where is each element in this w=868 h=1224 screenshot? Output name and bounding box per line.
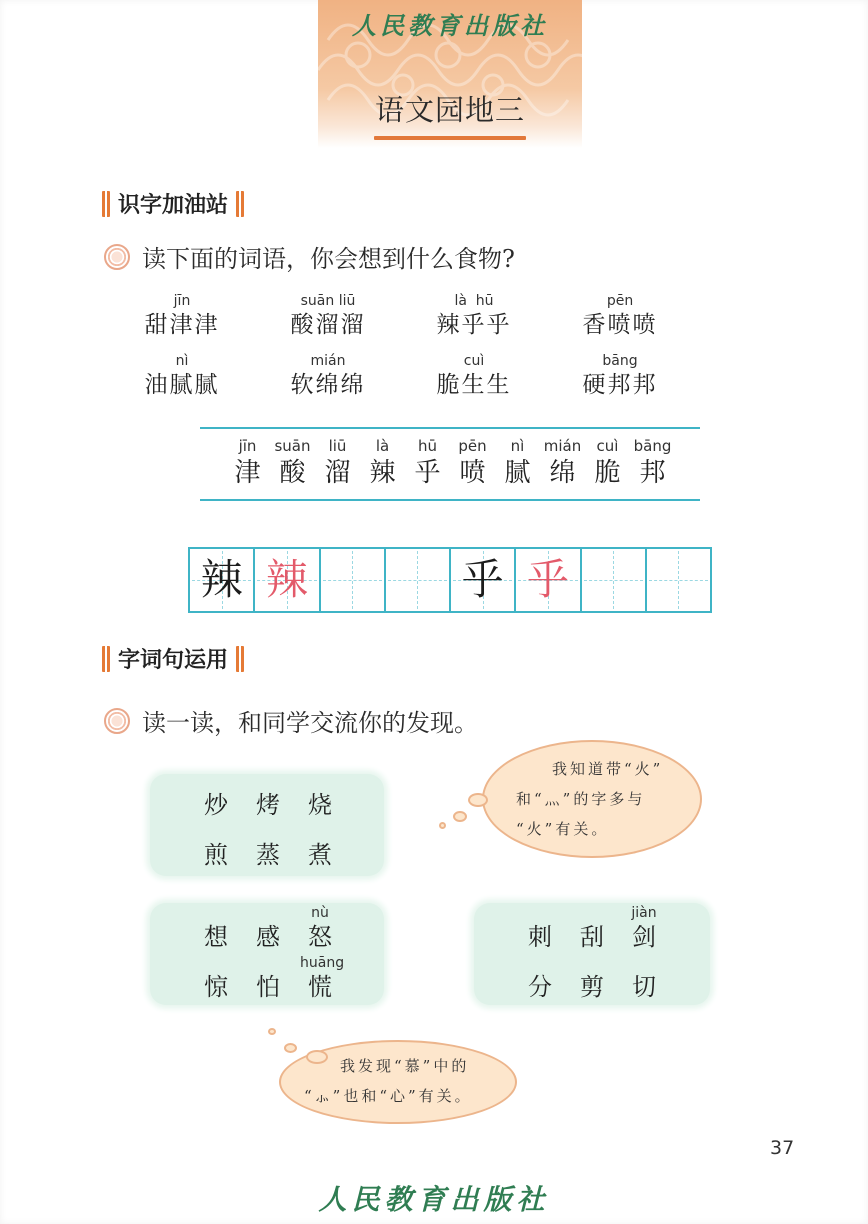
grid-cell-blank <box>386 549 451 611</box>
group-char <box>248 772 288 820</box>
word-pinyin: pēn <box>606 293 634 309</box>
char-pinyin <box>248 822 288 840</box>
grid-char: 乎 <box>461 555 504 604</box>
bubble-line: “⺗”也和“心”有关。 <box>304 1087 473 1105</box>
bubble-line: 我发现“慕”中的 <box>340 1057 470 1075</box>
new-char <box>450 436 495 490</box>
grid-char: 乎 <box>526 555 569 604</box>
word-item <box>122 292 242 340</box>
char-text: 慌 <box>308 973 332 1001</box>
char-text: 怒 <box>308 923 332 951</box>
bubble-tail-dot <box>439 822 446 829</box>
char-text: 津 <box>234 458 261 488</box>
char-text: 脆 <box>594 458 621 488</box>
new-char <box>630 436 675 490</box>
word-text: 甜津津 <box>144 312 220 338</box>
bubble-tail-dot <box>453 811 467 822</box>
instruction-text: 读下面的词语，你会想到什么食物? <box>142 245 515 273</box>
bubble-tail-dot <box>306 1050 328 1064</box>
word-text: 香喷喷 <box>582 312 658 338</box>
group-char <box>300 772 340 820</box>
char-pinyin: nù <box>311 905 329 921</box>
grid-char: 辣 <box>200 555 243 604</box>
char-text: 煎 <box>204 841 228 869</box>
grid-cell-model <box>190 549 255 611</box>
title-underline <box>374 136 526 140</box>
new-char <box>405 436 450 490</box>
group-char <box>196 772 236 820</box>
grid-cell-blank <box>647 549 710 611</box>
word-item <box>122 352 242 400</box>
group-char <box>248 822 288 870</box>
page-number: 37 <box>770 1137 795 1159</box>
group-char <box>520 954 560 1002</box>
heading-bar-left <box>102 646 110 672</box>
char-pinyin: là <box>375 437 390 455</box>
publisher-logo-top: 人民教育出版社 <box>352 11 548 40</box>
char-pinyin <box>196 904 236 922</box>
char-text: 酸 <box>279 458 306 488</box>
grid-char: 辣 <box>265 555 308 604</box>
char-text: 邦 <box>639 458 666 488</box>
new-char <box>225 436 270 490</box>
char-pinyin: nì <box>510 437 525 455</box>
grid-cell-blank <box>321 549 386 611</box>
unit-header-banner <box>318 0 582 148</box>
group-char <box>520 904 560 952</box>
char-text: 溜 <box>324 458 351 488</box>
char-pinyin: cuì <box>596 437 619 455</box>
group-char <box>300 954 345 1002</box>
char-pinyin <box>196 772 236 790</box>
section-title: 字词句运用 <box>118 648 229 673</box>
group-char <box>196 822 236 870</box>
char-text: 喷 <box>459 458 486 488</box>
char-text: 腻 <box>504 458 531 488</box>
heading-bar-right <box>236 646 244 672</box>
char-pinyin <box>196 822 236 840</box>
instruction-read-discuss <box>104 703 478 738</box>
group-char <box>572 954 612 1002</box>
char-pinyin <box>572 954 612 972</box>
char-text: 乎 <box>414 458 441 488</box>
char-text: 分 <box>528 973 552 1001</box>
group-char <box>624 904 664 952</box>
char-pinyin: liū <box>328 437 347 455</box>
group-char <box>248 904 288 952</box>
char-text: 刮 <box>580 923 604 951</box>
word-text: 硬邦邦 <box>582 372 658 398</box>
group-char <box>196 904 236 952</box>
char-text: 感 <box>256 923 280 951</box>
word-pinyin: mián <box>310 353 346 369</box>
word-text: 软绵绵 <box>290 372 366 398</box>
char-pinyin: hū <box>417 437 437 455</box>
heading-bar-right <box>236 191 244 217</box>
char-pinyin: suān <box>274 437 311 455</box>
unit-title: 语文园地三 <box>374 93 525 127</box>
new-char <box>270 436 315 490</box>
char-pinyin <box>300 772 340 790</box>
grid-cell-blank <box>582 549 647 611</box>
word-pinyin: bāng <box>602 353 638 369</box>
char-pinyin <box>248 904 288 922</box>
bubble-line: 我知道带“火” <box>552 760 664 778</box>
char-pinyin: pēn <box>458 437 487 455</box>
char-text: 惊 <box>204 973 228 1001</box>
char-pinyin: jīn <box>238 437 257 455</box>
new-char <box>585 436 630 490</box>
group-char <box>248 954 288 1002</box>
bubble-tail-dot <box>468 793 488 807</box>
group-char <box>572 904 612 952</box>
grid-cell-model <box>451 549 516 611</box>
word-text: 脆生生 <box>436 372 512 398</box>
char-text: 剪 <box>580 973 604 1001</box>
grid-cell-trace <box>255 549 320 611</box>
char-text: 切 <box>632 973 656 1001</box>
word-item <box>268 352 388 400</box>
char-text: 蒸 <box>256 841 280 869</box>
bubble-tail-dot <box>268 1028 276 1035</box>
char-pinyin <box>572 904 612 922</box>
bubble-line: “火”有关。 <box>516 820 610 838</box>
group-char <box>300 822 340 870</box>
char-text: 辣 <box>369 458 396 488</box>
word-item <box>560 352 680 400</box>
new-char <box>495 436 540 490</box>
char-text: 剑 <box>632 923 656 951</box>
section-heading-literacy <box>102 188 244 219</box>
char-text: 刺 <box>528 923 552 951</box>
new-char <box>540 436 585 490</box>
seal-icon <box>104 244 130 270</box>
strip-bottom-line <box>200 499 700 501</box>
char-text: 绵 <box>549 458 576 488</box>
word-pinyin: suān liū <box>300 293 356 309</box>
bubble-line: 和“灬”的字多与 <box>516 790 646 808</box>
word-text: 辣乎乎 <box>436 312 512 338</box>
char-text: 烧 <box>308 791 332 819</box>
char-text: 炒 <box>204 791 228 819</box>
word-text: 酸溜溜 <box>290 312 366 338</box>
word-item <box>414 352 534 400</box>
word-pinyin: nì <box>175 353 189 369</box>
writing-practice-grid <box>188 547 712 613</box>
char-pinyin <box>196 954 236 972</box>
char-pinyin: huāng <box>300 955 345 971</box>
seal-icon <box>104 708 130 734</box>
group-char <box>624 954 664 1002</box>
char-text: 煮 <box>308 841 332 869</box>
word-text: 油腻腻 <box>144 372 220 398</box>
heading-bar-left <box>102 191 110 217</box>
group-char <box>196 954 236 1002</box>
char-text: 烤 <box>256 791 280 819</box>
section-title: 识字加油站 <box>118 193 229 218</box>
instruction-read-words <box>104 239 515 274</box>
word-item <box>560 292 680 340</box>
word-pinyin: jīn <box>173 293 191 309</box>
group-char <box>300 904 340 952</box>
char-pinyin <box>520 954 560 972</box>
strip-top-line <box>200 427 700 429</box>
new-char <box>315 436 360 490</box>
char-text: 想 <box>204 923 228 951</box>
char-pinyin: jiàn <box>631 905 657 921</box>
char-pinyin <box>624 954 664 972</box>
char-pinyin <box>248 772 288 790</box>
char-text: 怕 <box>256 973 280 1001</box>
char-pinyin <box>248 954 288 972</box>
section-heading-usage <box>102 643 244 674</box>
new-char <box>360 436 405 490</box>
publisher-logo-bottom: 人民教育出版社 <box>318 1183 550 1216</box>
word-item <box>268 292 388 340</box>
bubble-tail-dot <box>284 1043 297 1053</box>
char-pinyin <box>520 904 560 922</box>
char-pinyin <box>300 822 340 840</box>
char-pinyin: mián <box>543 437 582 455</box>
instruction-text: 读一读，和同学交流你的发现。 <box>142 709 478 737</box>
word-pinyin: cuì <box>463 353 485 369</box>
word-item <box>414 292 534 340</box>
grid-cell-trace <box>516 549 581 611</box>
char-pinyin: bāng <box>633 437 672 455</box>
word-pinyin: là hū <box>454 293 494 309</box>
